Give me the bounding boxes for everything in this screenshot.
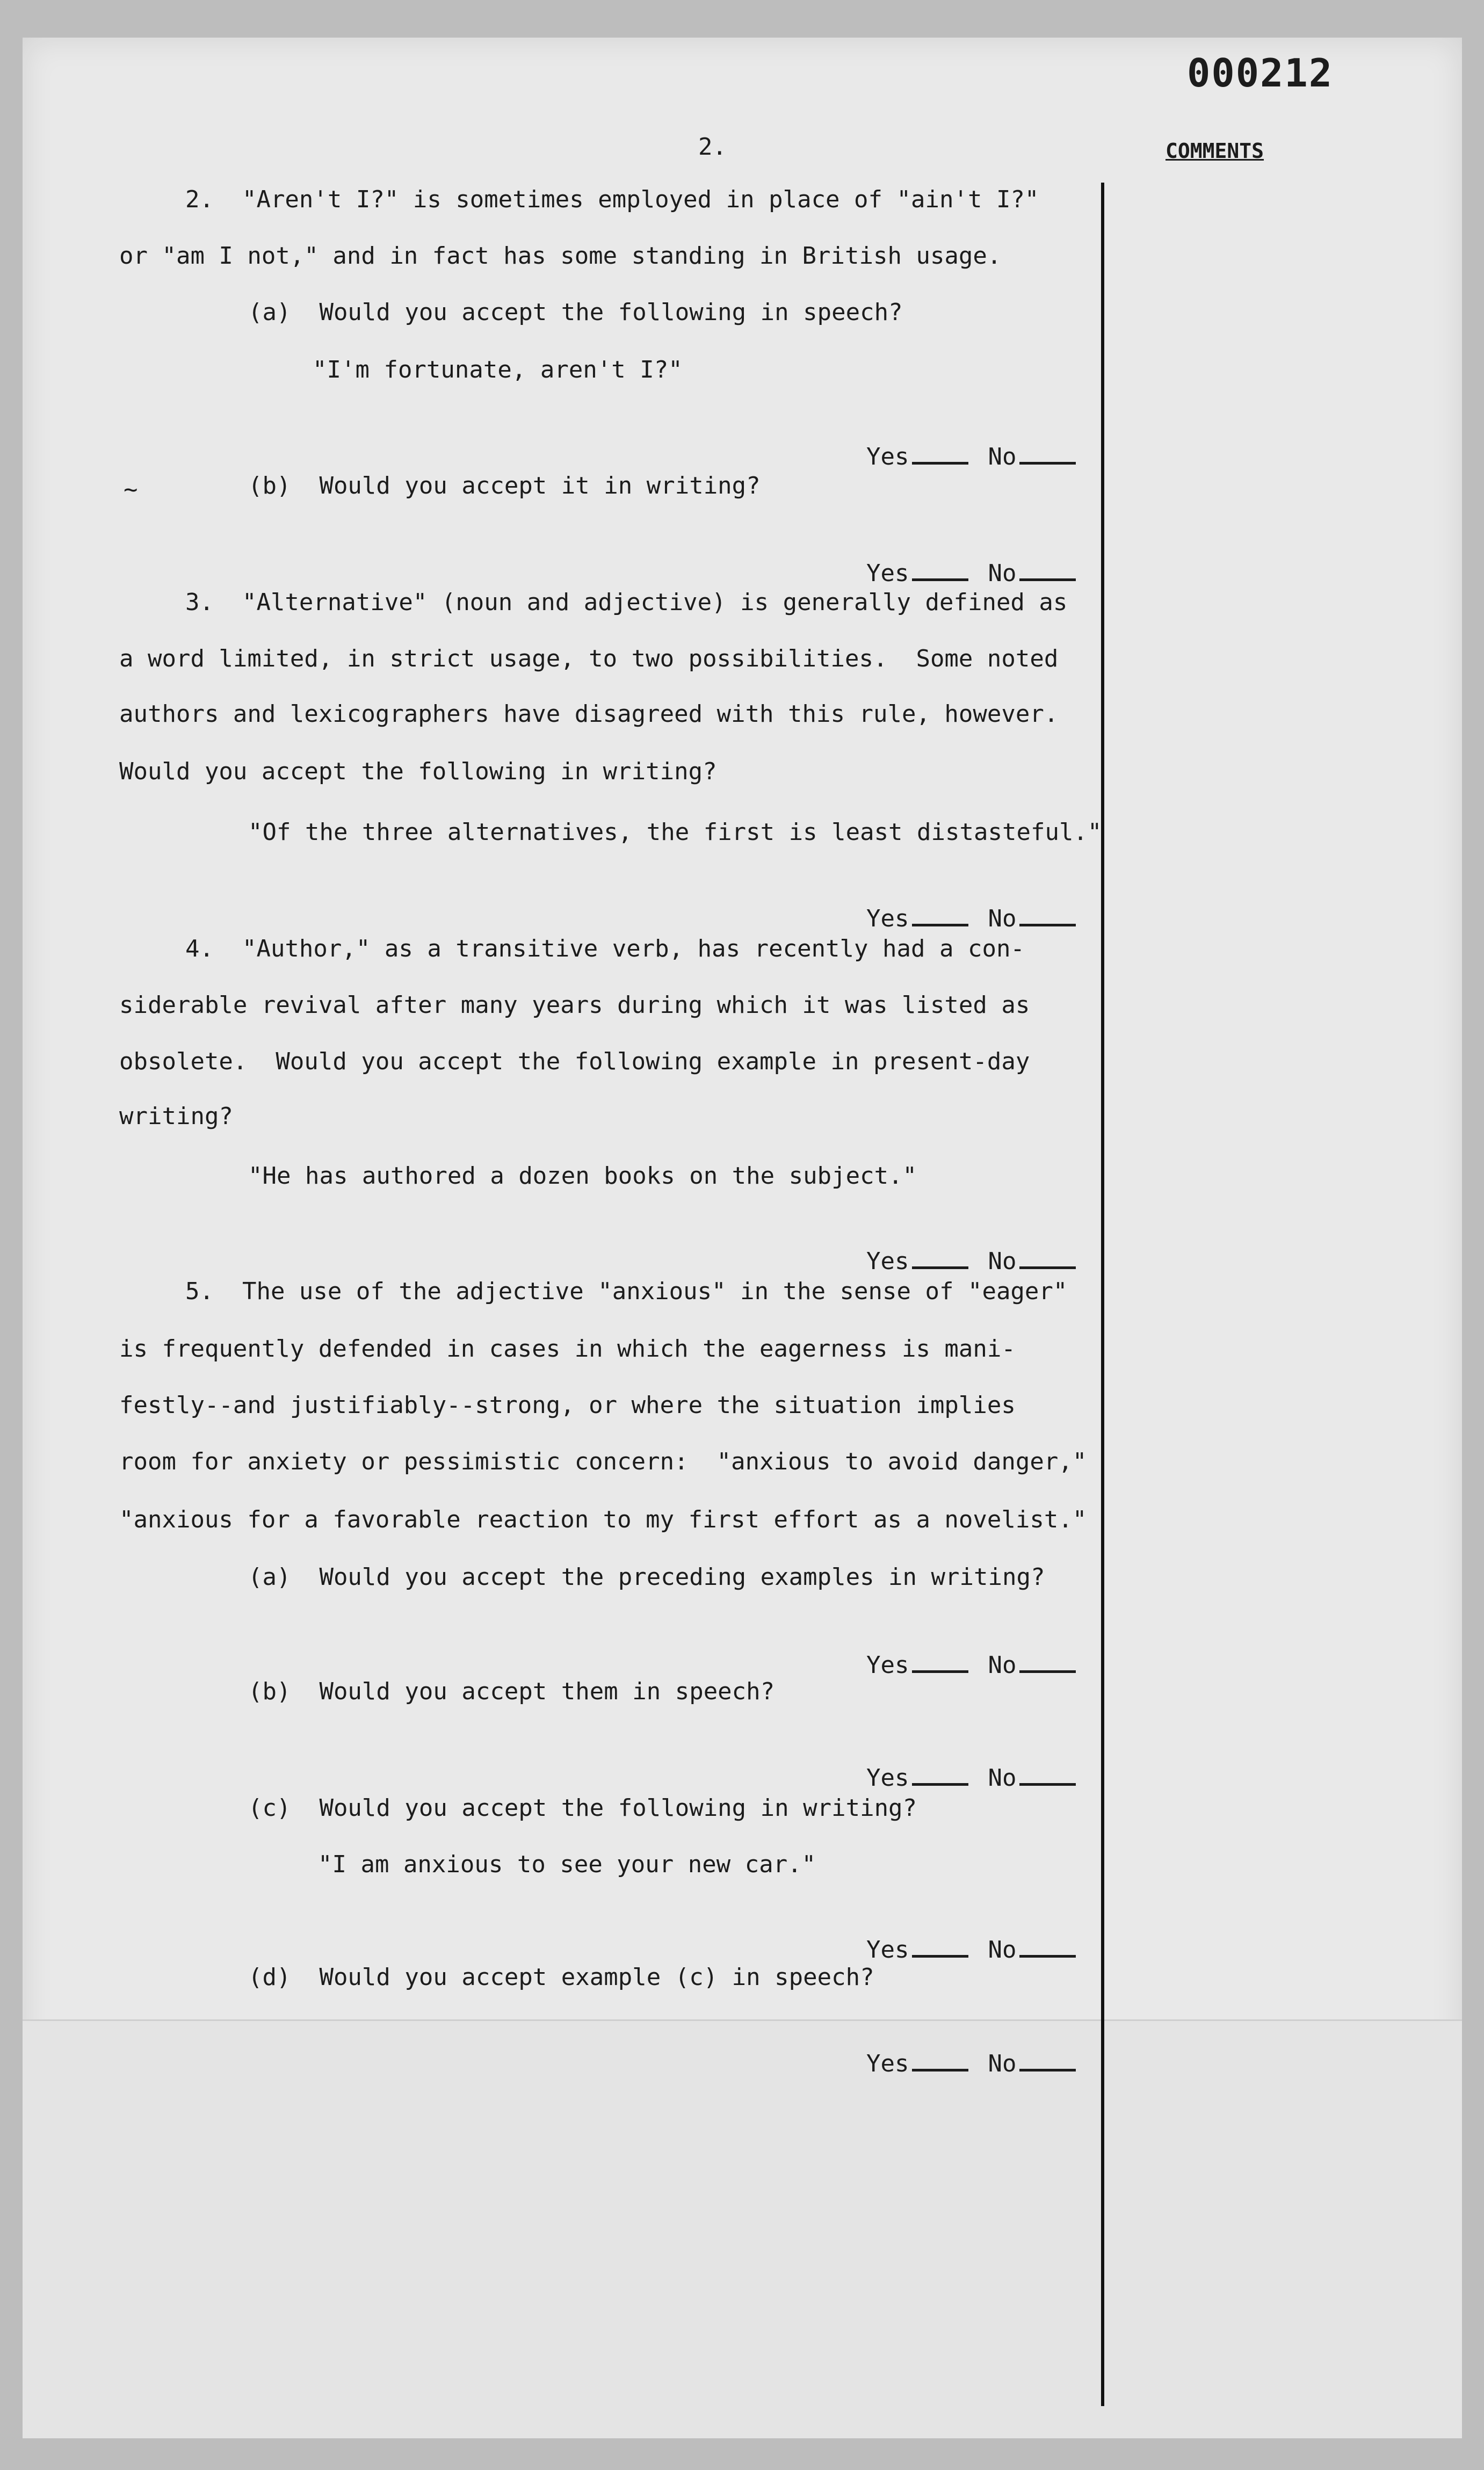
no-blank[interactable] — [1019, 443, 1076, 465]
q4-line-3: obsolete. Would you accept the following example in present-day — [119, 1048, 1030, 1075]
no-blank[interactable] — [1019, 904, 1076, 926]
q5a-question: (a) Would you accept the preceding examples in writing? — [248, 1563, 1045, 1591]
q5-line-2: is frequently defended in cases in which the eagerness is mani- — [119, 1335, 1016, 1363]
q3-line-3: authors and lexicographers have disagreed with this rule, however. — [119, 700, 1059, 728]
q5b-question: (b) Would you accept them in speech? — [248, 1678, 775, 1705]
no-blank[interactable] — [1019, 1651, 1076, 1673]
q4-line-4: writing? — [119, 1103, 233, 1130]
q5-line-5: "anxious for a favorable reaction to my first effort as a novelist." — [119, 1506, 1087, 1533]
document-number: 000212 — [1187, 50, 1334, 96]
q3-answer — [838, 881, 1076, 931]
q3-line-1: 3. "Alternative" (noun and adjective) is generally defined as — [185, 589, 1068, 616]
comments-heading: COMMENTS — [1166, 139, 1264, 163]
yes-blank[interactable] — [912, 2049, 968, 2071]
q5-line-1: 5. The use of the adjective "anxious" in the sense of "eager" — [185, 1278, 1068, 1305]
no-blank[interactable] — [1019, 559, 1076, 581]
yes-label: Yes — [866, 1936, 909, 1964]
q3-line-2: a word limited, in strict usage, to two possibilities. Some noted — [119, 645, 1059, 672]
comments-column-rule — [1101, 183, 1104, 2406]
q4-example: "He has authored a dozen books on the subject." — [248, 1162, 917, 1190]
yes-blank[interactable] — [912, 443, 968, 465]
q2a-example: "I'm fortunate, aren't I?" — [313, 356, 683, 383]
q4-line-2: siderable revival after many years during which it was listed as — [119, 991, 1030, 1019]
q3-line-4: Would you accept the following in writing? — [119, 758, 717, 785]
yes-label: Yes — [866, 1248, 909, 1275]
no-label: No — [988, 1764, 1017, 1792]
q5a-answer — [838, 1627, 1076, 1677]
no-blank[interactable] — [1019, 1247, 1076, 1269]
no-blank[interactable] — [1019, 1936, 1076, 1958]
q3-example: "Of the three alternatives, the first is least distasteful." — [248, 818, 1102, 846]
yes-label: Yes — [866, 1764, 909, 1792]
q5d-question: (d) Would you accept example (c) in speech? — [248, 1964, 874, 1991]
yes-blank[interactable] — [912, 904, 968, 926]
q5c-example: "I am anxious to see your new car." — [318, 1851, 816, 1878]
yes-blank[interactable] — [912, 559, 968, 581]
q5c-question: (c) Would you accept the following in writing? — [248, 1794, 917, 1822]
yes-label: Yes — [866, 1652, 909, 1679]
yes-blank[interactable] — [912, 1764, 968, 1786]
q2b-question: (b) Would you accept it in writing? — [248, 472, 761, 499]
q5-line-3: festly--and justifiably--strong, or where the situation implies — [119, 1392, 1016, 1419]
yes-blank[interactable] — [912, 1247, 968, 1269]
q5b-answer — [838, 1740, 1076, 1790]
yes-label: Yes — [866, 560, 909, 587]
no-blank[interactable] — [1019, 1764, 1076, 1786]
q2b-answer — [838, 535, 1076, 585]
no-label: No — [988, 1248, 1017, 1275]
stray-mark: ~ — [124, 476, 138, 503]
q5-line-4: room for anxiety or pessimistic concern: "anxious to avoid danger," — [119, 1448, 1087, 1475]
q2-line-1: 2. "Aren't I?" is sometimes employed in place of "ain't I?" — [185, 186, 1039, 213]
page-number: 2. — [698, 133, 727, 161]
no-label: No — [988, 1652, 1017, 1679]
yes-label: Yes — [866, 905, 909, 932]
q2a-question: (a) Would you accept the following in speech? — [248, 299, 903, 326]
no-label: No — [988, 560, 1017, 587]
no-blank[interactable] — [1019, 2049, 1076, 2071]
no-label: No — [988, 905, 1017, 932]
no-label: No — [988, 2050, 1017, 2077]
q4-line-1: 4. "Author," as a transitive verb, has recently had a con- — [185, 935, 1025, 962]
q2-line-2: or "am I not," and in fact has some standing in British usage. — [119, 242, 1002, 270]
yes-blank[interactable] — [912, 1651, 968, 1673]
no-label: No — [988, 443, 1017, 470]
no-label: No — [988, 1936, 1017, 1964]
yes-blank[interactable] — [912, 1936, 968, 1958]
document-page — [23, 38, 1462, 2438]
yes-label: Yes — [866, 2050, 909, 2077]
q5c-answer — [838, 1912, 1076, 1962]
q2a-answer — [838, 419, 1076, 469]
yes-label: Yes — [866, 443, 909, 470]
q4-answer — [838, 1223, 1076, 1273]
q5d-answer — [838, 2026, 1076, 2076]
paper-lower-fold — [23, 2021, 1462, 2438]
